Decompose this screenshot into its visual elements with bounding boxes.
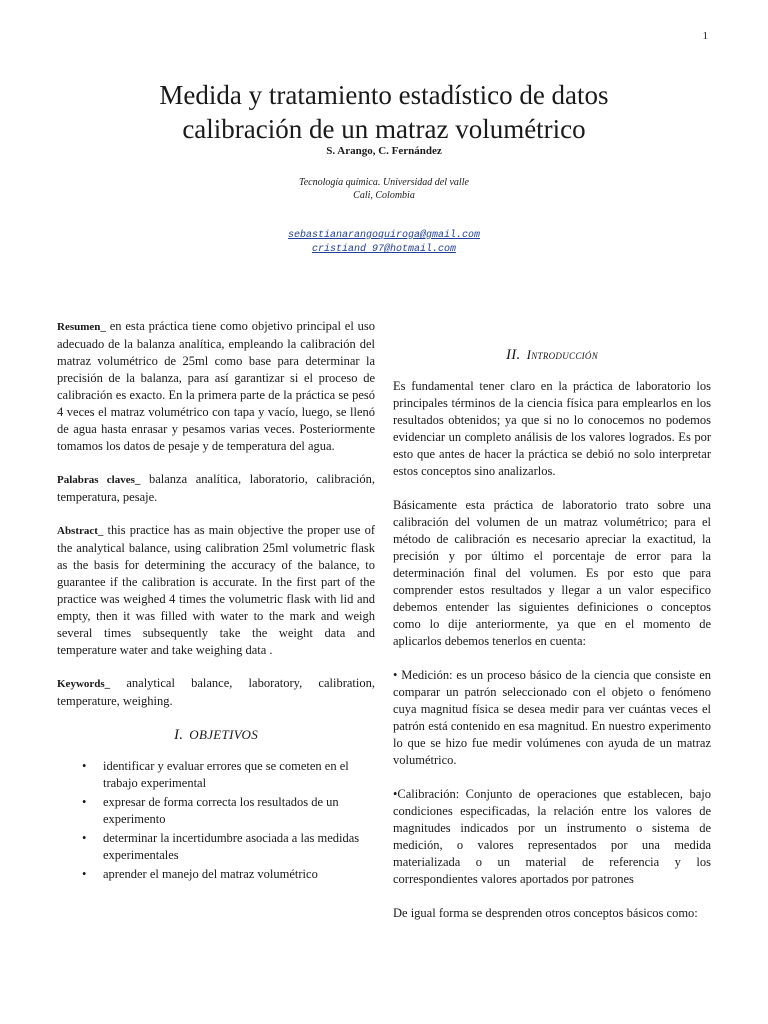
list-item [57, 830, 375, 864]
resumen-text: en esta práctica tiene como objetivo principal el uso adecuado de la balanza analítica, empleando la calibración del matraz volumétrico de 25ml como base para determinar la precisión de la balanza, para así garantizar si el proceso de calibración es exacto. En la primera parte de la práctica se pesó 4 veces el matraz volumétrico con tapa y vacío, luego, se llenó de agua hasta enrasar y pesamos varias veces. Posteriormente tomamos los datos de pesaje y de temperatura del agua. [57, 319, 375, 453]
abstract-paragraph [57, 522, 375, 659]
objetivos-list [57, 758, 375, 883]
author-emails [0, 229, 768, 257]
email-link-2[interactable]: cristiand 97@hotmail.com [311, 244, 457, 255]
introduccion-number: II. [505, 347, 521, 363]
list-item [57, 758, 375, 792]
intro-paragraph-3: • Medición: es un proceso básico de la ciencia que consiste en comparar un patrón seleccionado con el objeto o fenómeno cuya magnitud física se desea medir para ver cuántas veces el patrón está contenido en esa magnitud. En nuestro experimento lo que se hizo fue medir volúmenes con ayuda de un matraz volumétrico. [393, 668, 711, 767]
bullet-icon: • [82, 795, 87, 809]
palabras-claves-paragraph [57, 471, 375, 506]
list-item-text: expresar de forma correcta los resultados de un experimento [103, 795, 339, 826]
introduccion-heading-text: Introducción [526, 347, 599, 362]
list-item [57, 794, 375, 828]
objetivos-heading-text: OBJETIVOS [189, 727, 259, 742]
list-item-text: identificar y evaluar errores que se cometen en el trabajo experimental [103, 759, 349, 790]
affiliation-line-2: Cali, Colombia [353, 190, 415, 201]
objetivos-heading [57, 726, 375, 744]
bullet-icon: • [82, 867, 87, 881]
affiliation-line-1: Tecnología química. Universidad del valle [299, 177, 469, 188]
introduccion-heading [393, 346, 711, 364]
intro-paragraph-1: Es fundamental tener claro en la práctica de laboratorio los principales términos de la ciencia física para emplearlos en los resultados obtenidos; ya que si no lo conocemos no podemos evidenciar un completo análisis de los valores logrados. Es por esto que antes de hacer la práctica se debió no solo interpretar estos conceptos sino analizarlos. [393, 379, 711, 478]
intro-paragraph-4: •Calibración: Conjunto de operaciones que establecen, bajo condiciones especificadas, la relación entre los valores de magnitudes indicados por un instrumento o sistema de medición, o valores representados por una medida materializada o un material de referencia y los correspondientes valores aportados por patrones [393, 787, 711, 886]
authors: S. Arango, C. Fernández [326, 145, 442, 157]
objetivos-number: I. [173, 727, 184, 743]
left-column [57, 318, 375, 885]
palabras-claves-label: Palabras claves_ [57, 474, 141, 486]
keywords-label: Keywords_ [57, 678, 111, 690]
keywords-paragraph [57, 675, 375, 710]
paper-title [0, 78, 768, 146]
right-column [393, 346, 711, 939]
list-item-text: aprender el manejo del matraz volumétrico [103, 867, 318, 881]
title-line-2: calibración de un matraz volumétrico [182, 114, 586, 144]
bullet-icon: • [82, 759, 87, 773]
abstract-text: this practice has as main objective the proper use of the analytical balance, using calibration 25ml volumetric flask as the basis for determining the accuracy of the balance, to guarantee if the calibration is accurate. In the first part of the practice was weighed 4 times the volumetric flask with lid and empty, then it was filled with water to the mark and weigh several times subsequently take the weight data and temperature water and take weighing data . [57, 523, 375, 657]
bullet-icon: • [82, 831, 87, 845]
list-item [57, 866, 375, 883]
abstract-label: Abstract_ [57, 525, 104, 537]
email-link-1[interactable]: sebastianarangoquiroga@gmail.com [287, 230, 481, 241]
keywords-text: analytical balance, laboratory, calibration, temperature, weighing. [57, 676, 375, 708]
list-item-text: determinar la incertidumbre asociada a las medidas experimentales [103, 831, 360, 862]
affiliation [0, 176, 768, 202]
resumen-label: Resumen_ [57, 321, 106, 333]
palabras-claves-text: balanza analítica, laboratorio, calibración, temperatura, pesaje. [57, 472, 375, 504]
resumen-paragraph [57, 318, 375, 455]
intro-paragraph-5: De igual forma se desprenden otros conceptos básicos como: [393, 906, 698, 920]
title-line-1: Medida y tratamiento estadístico de datos [159, 80, 609, 110]
intro-paragraph-2: Básicamente esta práctica de laboratorio trato sobre una calibración del volumen de un matraz volumétrico; para el método de calibración es necesario apreciar la exactitud, la precisión y por último el porcentaje de error para la determinación final del volumen. Es por esto que para comprender estos resultados y llegar a un valor especifico debemos entender las siguientes definiciones o conceptos como lo dije anteriormente, ya que en el momento de aplicarlos debemos tenerlos en cuenta: [393, 498, 711, 648]
page-number: 1 [702, 30, 708, 42]
